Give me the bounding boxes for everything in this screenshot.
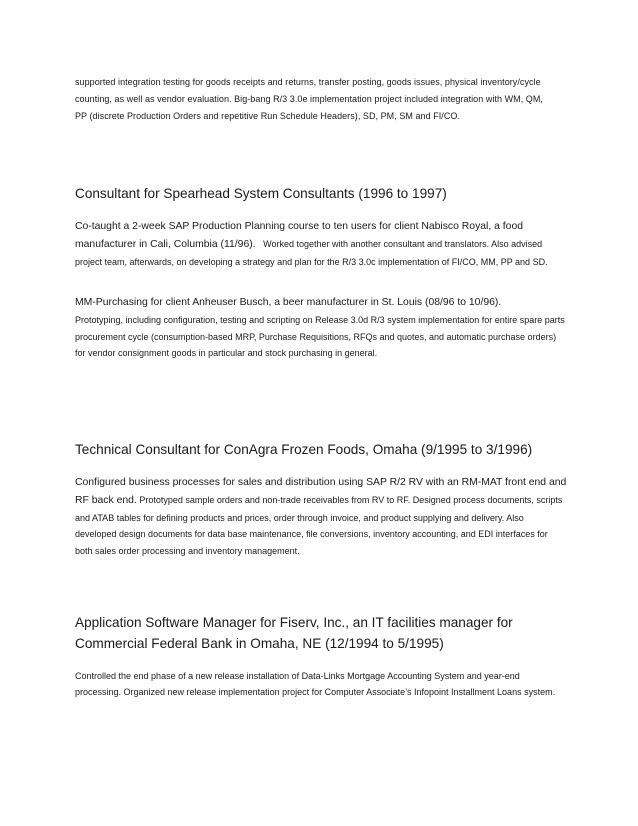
entry-text: Controlled the end phase of a new release installation of Data-Links Mortgage Accounting System and year-end processing. Organized new release implementation project for Computer Associate’s Infopoint Installment Loans system. [75,671,556,698]
section-spearhead [75,183,567,362]
entry-anheuser [75,294,567,361]
section-title: Application Software Manager for Fiserv, Inc., an IT facilities manager for Commercial Federal Bank in Omaha, NE (12/1994 to 5/1995) [75,615,513,651]
entry-text: Prototyping, including configuration, testing and scripting on Release 3.0d R/3 system implementation for entire spare parts procurement cycle (consumption-based MRP, Purchase Requisitions, RFQs and quotes, and automatic purchase orders) for vendor consignment goods in particular and stock purchasing in general. [75,315,565,359]
section-title: Consultant for Spearhead System Consultants (1996 to 1997) [75,186,447,201]
entry-nabisco [75,218,567,270]
section-fiserv [75,612,567,701]
section-conagra [75,439,567,559]
entry-conagra [75,474,567,559]
section-title: Technical Consultant for ConAgra Frozen Foods, Omaha (9/1995 to 3/1996) [75,442,533,457]
intro-paragraph: supported integration testing for goods receipts and returns, transfer posting, goods issues, physical inventory/cycle counting, as well as vendor evaluation. Big-bang R/3 3.0e implementation project included integration with WM, QM, PP (discrete Production Orders and repetitive Run Schedule Headers), SD, PM, SM and FI/CO. [75,77,543,121]
entry-lead: Configured business processes for sales and distribution using SAP R/2 RV with an RM-MAT front end and RF back end. [75,477,567,506]
entry-text: Worked together with another consultant and translators. Also advised project team, afterwards, on developing a strategy and plan for the R/3 3.0c implementation of FI/CO, MM, PP and SD. [75,239,548,267]
entry-lead: Co-taught a 2-week SAP Production Planning course to ten users for client Nabisco Royal, a food manufacturer in Cali, Columbia (11/96). [75,221,524,250]
entry-fiserv [75,668,567,701]
entry-lead: MM-Purchasing for client Anheuser Busch, a beer manufacturer in St. Louis (08/96 to 10/96) [75,297,499,309]
entry-lead-end: . [498,297,502,309]
entry-text: Prototyped sample orders and non-trade receivables from RV to RF. Designed process documents, scripts and ATAB tables for defining products and prices, order through invoice, and product supplying and delivery. Also developed design documents for data base maintenance, file conversions, inventory accounting, and EDI interfaces for both sales order processing and inventory management. [75,495,563,556]
